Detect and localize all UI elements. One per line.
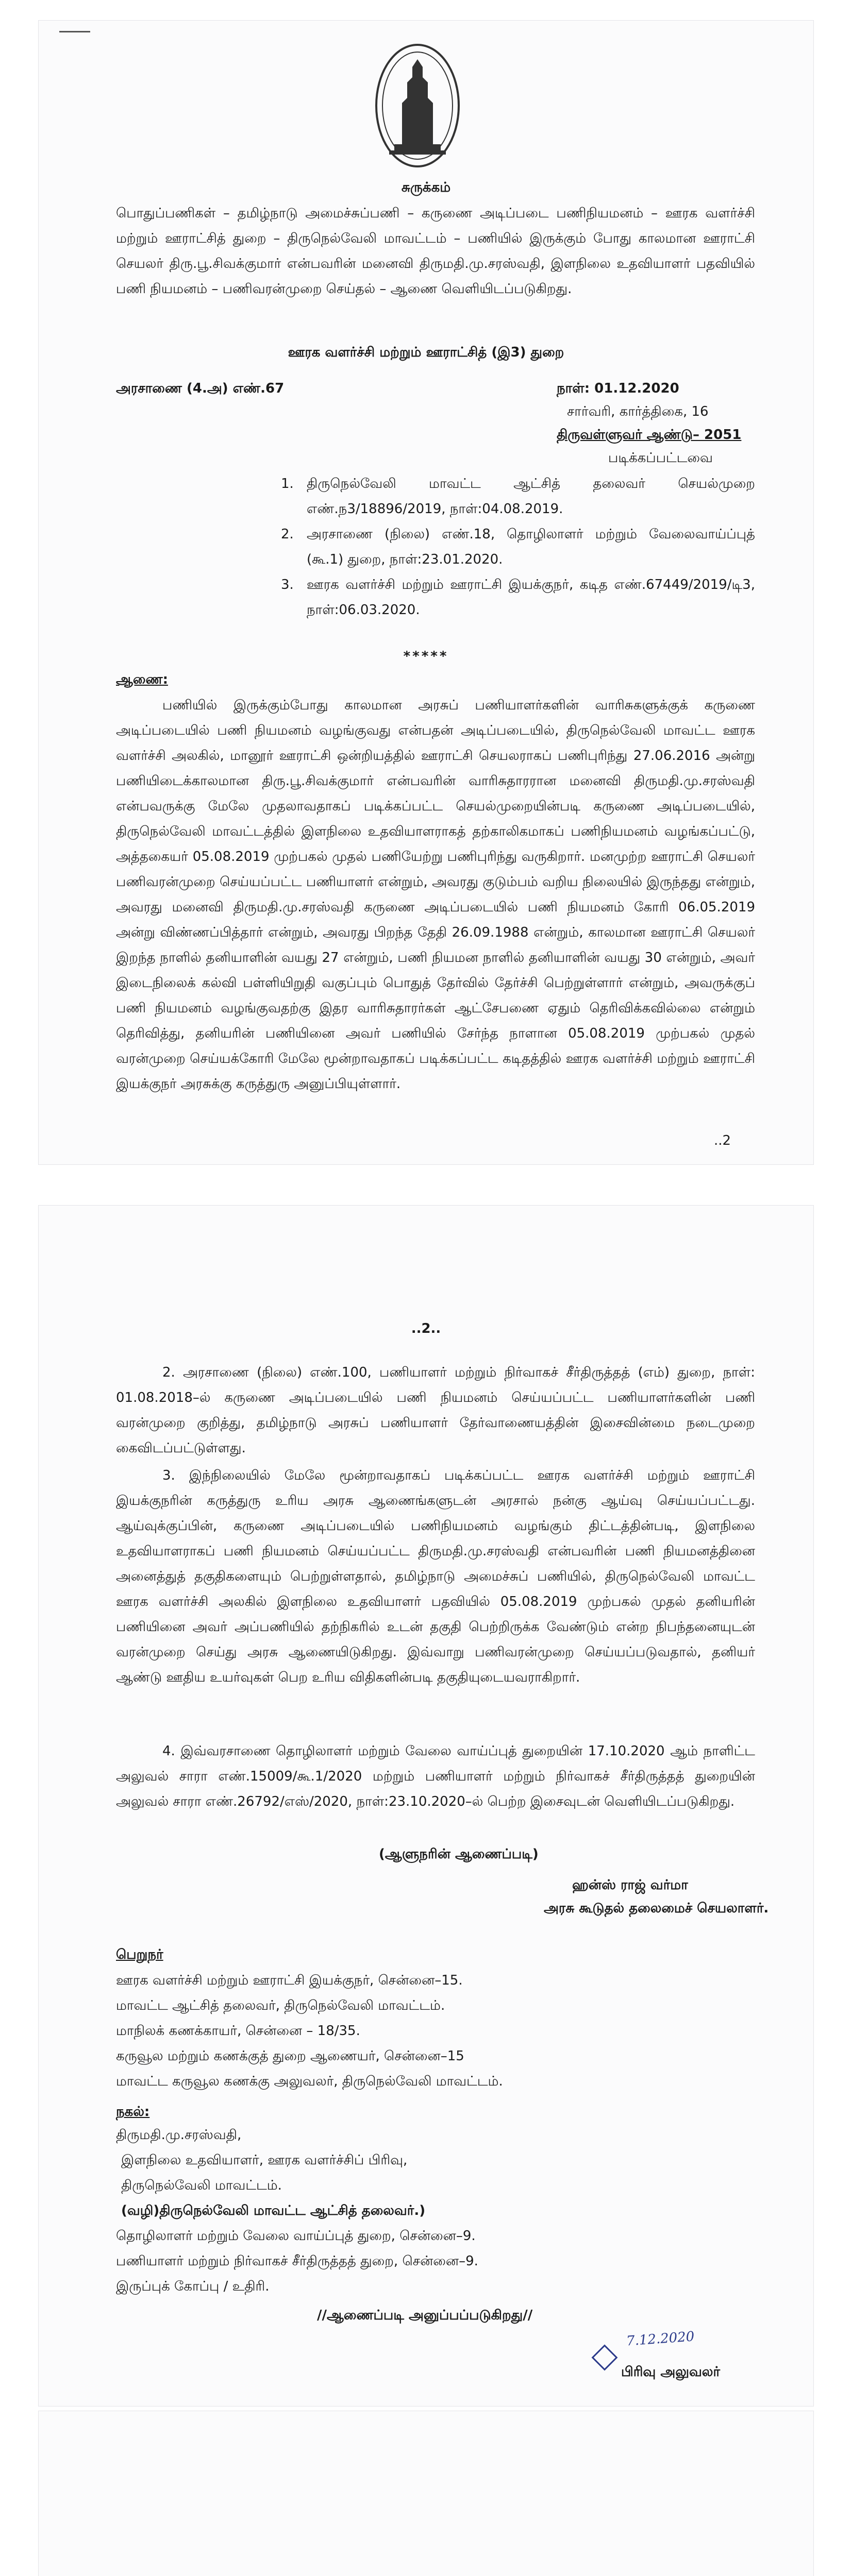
corner-mark [59,31,90,32]
section-officer-title: பிரிவு அலுவலர் [621,2364,721,2380]
by-order-line: (ஆளுநரின் ஆணைப்படி) [379,1846,539,1862]
list-item: மாவட்ட ஆட்சித் தலைவர், திருநெல்வேலி மாவட்டம். [116,1998,445,2013]
page-continued-marker: ..2 [714,1133,731,1148]
page-2 [39,1206,813,2406]
list-item: திருமதி.மு.சரஸ்வதி, [116,2127,242,2143]
list-item: இளநிலை உதவியாளர், ஊரக வளர்ச்சிப் பிரிவு, [121,2153,408,2168]
signature-scribble: 7.12.2020 [626,2329,695,2349]
list-item: தொழிலாளர் மற்றும் வேலை வாய்ப்புத் துறை, சென்னை–9. [116,2228,476,2244]
page-number: ..2.. [411,1321,441,1336]
list-item: கருவூல மற்றும் கணக்குத் துறை ஆணையர், சென்னை–15 [116,2048,464,2064]
paragraph-3: 3. இந்நிலையில் மேலே மூன்றாவதாகப் படிக்கப்பட்ட ஊரக வளர்ச்சி மற்றும் ஊராட்சி இயக்குநரின் கருத்துரு உரிய அரசு ஆணைங்களுடன் அரசால் நன்கு ஆய்வு செய்யப்பட்டது. ஆய்வுக்குப்பின், கருணை அடிப்படையில் பணிநியமனம் வழங்கும் திட்டத்தின்படி, இளநிலை உதவியாளராகப் பணி நியமனம் செய்யப்பட்ட திருமதி.மு.சரஸ்வதி என்பவரின் பணி நியமனத்தினை அனைத்துத் தகுதிகளையும் பெற்றுள்ளதால், தமிழ்நாடு அமைச்சுப் பணியில், திருநெல்வேலி மாவட்ட ஊரக வளர்ச்சி அலகில் இளநிலை உதவியாளர் பதவியில் 05.08.2019 முற்பகல் முதல் தனியரின் பணியினை அவர் அப்பணியில் தற்நிகரில் உடன் தகுதி பெற்றிருக்க வேண்டும் என்ற நிபந்தனையுடன் வரன்முறை செய்து அரசு ஆணையிடுகிறது. இவ்வாறு பணிவரன்முறை செய்யப்படுவதால், தனியர் ஆண்டு ஊதிய உயர்வுகள் பெற உரிய விதிகளின்படி தகுதியுடையவராகிறார். [116,1468,755,1685]
department-line: ஊரக வளர்ச்சி மற்றும் ஊராட்சித் (இ3) துறை [288,345,564,360]
list-item: மாவட்ட கருவூல கணக்கு அலுவலர், திருநெல்வேலி மாவட்டம். [116,2074,503,2089]
separator-stars: ***** [403,649,449,664]
list-item: திருநெல்வேலி மாவட்டம். [121,2178,282,2193]
signer-title: அரசு கூடுதல் தலைமைச் செயலாளர். [544,1901,769,1916]
reference-list [281,471,755,623]
paragraph-2: 2. அரசாணை (நிலை) எண்.100, பணியாளர் மற்றும் நிர்வாகச் சீர்திருத்தத் (எம்) துறை, நாள்: 01.08.2018–ல் கருணை அடிப்படையில் பணி நியமனம் செய்யப்பட்ட பணியாளர்களின் பணி வரன்முறை குறித்து, தமிழ்நாடு அரசுப் பணியாளர் தேர்வாணையத்தின் இசைவின்மை நடைமுறை கைவிடப்பட்டுள்ளது. [116,1365,755,1456]
reference-item: 3. ஊரக வளர்ச்சி மற்றும் ஊராட்சி இயக்குநர், கடித எண்.67449/2019/டி3, நாள்:06.03.2020. [281,577,755,618]
summary-text: பொதுப்பணிகள் – தமிழ்நாடு அமைச்சுப்பணி – கருணை அடிப்படை பணிநியமனம் – ஊரக வளர்ச்சி மற்றும் ஊராட்சித் துறை – திருநெல்வேலி மாவட்டம் – பணியில் இருக்கும் போது காலமான ஊராட்சி செயலர் திரு.பூ.சிவக்குமார் என்பவரின் மனைவி திருமதி.மு.சரஸ்வதி, இளநிலை உதவியாளர் பதவியில் பணி நியமனம் – பணிவரன்முறை செய்தல் – ஆணை வெளியிடப்படுகிறது. [116,206,755,297]
reference-item: 1. திருநெல்வேலி மாவட்ட ஆட்சித் தலைவர் செயல்முறை எண்.ந3/18896/2019, நாள்:04.08.2019. [281,476,755,517]
copy-list [116,2123,755,2299]
list-item: ஊரக வளர்ச்சி மற்றும் ஊராட்சி இயக்குநர், சென்னை–15. [116,1973,463,1988]
list-item: பணியாளர் மற்றும் நிர்வாகச் சீர்திருத்தத் துறை, சென்னை–9. [116,2253,478,2269]
reference-item: 2. அரசாணை (நிலை) எண்.18, தொழிலாளர் மற்றும் வேலைவாய்ப்புத் (கூ.1) துறை, நாள்:23.01.2020. [281,527,755,567]
order-date: நாள்: 01.12.2020 [557,381,679,396]
recipients-label: பெறுநர் [116,1947,163,1962]
order-heading: ஆணை: [116,672,168,687]
signer-name: ஹன்ஸ் ராஜ் வர்மா [572,1877,688,1893]
recipient-list [116,1968,755,2094]
order-body: பணியில் இருக்கும்போது காலமான அரசுப் பணியாளர்களின் வாரிசுகளுக்குக் கருணை அடிப்படையில் பணி நியமனம் வழங்குவது என்பதன் அடிப்படையில், திருநெல்வேலி மாவட்ட ஊரக வளர்ச்சி அலகில், மானூர் ஊராட்சி ஒன்றியத்தில் ஊராட்சி செயலராகப் பணிபுரிந்து 27.06.2016 அன்று பணியிடைக்காலமான திரு.பூ.சிவக்குமார் என்பவரின் வாரிசுதாரரான மனைவி திருமதி.மு.சரஸ்வதி என்பவருக்கு மேலே முதலாவதாகப் படிக்கப்பட்ட செயல்முறையின்படி கருணை அடிப்படையில், திருநெல்வேலி மாவட்டத்தில் இளநிலை உதவியாளராகத் தற்காலிகமாகப் பணிநியமனம் வழங்கப்பட்டு, அத்தகையர் 05.08.2019 முற்பகல் முதல் பணியேற்று பணிபுரிந்து வருகிறார். மனமுற்ற ஊராட்சி செயலர் பணிவரன்முறை செய்யப்பட்ட பணியாளர் என்றும், அவரது குடும்பம் வறிய நிலையில் இருந்தது என்றும், அவரது மனைவி திருமதி.மு.சரஸ்வதி கருணை அடிப்படையில் பணி நியமனம் கோரி 06.05.2019 அன்று விண்ணப்பித்தார் என்றும், அவரது பிறந்த தேதி 26.09.1988 என்றும், காலமான ஊராட்சி செயலர் இறந்த நாளில் தனியாளின் வயது 27 என்றும், பணி நியமன நாளில் தனியாளின் வயது 30 என்றும், அவர் இடைநிலைக் கல்வி பள்ளியிறுதி வகுப்பும் பொதுத் தேர்வில் தேர்ச்சி பெற்றுள்ளார் என்றும், அவருக்குப் பணி நியமனம் வழங்குவதற்கு இதர வாரிசுதாரர்கள் ஆட்சேபணை ஏதும் தெரிவிக்கவில்லை என்றும் தெரிவித்து, தனியரின் பணியினை அவர் பணியில் சேர்ந்த நாளான 05.08.2019 முற்பகல் முதல் வரன்முறை செய்யக்கோரி மேலே மூன்றாவதாகப் படிக்கப்பட்ட கடிதத்தில் ஊரக வளர்ச்சி மற்றும் ஊராட்சி இயக்குநர் அரசுக்கு கருத்துரு அனுப்பியுள்ளார். [116,698,755,1092]
forwarded-line: //ஆணைப்படி அனுப்பப்படுகிறது// [317,2308,533,2323]
list-item: இருப்புக் கோப்பு / உதிரி. [116,2279,270,2294]
government-emblem-icon [374,41,461,170]
page-3 [39,2411,813,2576]
page-1 [39,21,813,1164]
tamil-year: திருவள்ளுவர் ஆண்டு– 2051 [557,427,742,443]
signature-mark-icon [592,2345,618,2371]
order-number: அரசாணை (4.அ) எண்.67 [116,381,285,396]
list-item: மாநிலக் கணக்காயர், சென்னை – 18/35. [116,2023,360,2039]
summary-heading: சுருக்கம் [401,180,451,195]
copy-label: நகல்: [116,2104,150,2120]
read-label: படிக்கப்பட்டவை [608,450,713,466]
tamil-date: சார்வரி, கார்த்திகை, 16 [567,404,709,419]
list-item: (வழி)திருநெல்வேலி மாவட்ட ஆட்சித் தலைவர்.) [121,2203,426,2218]
paragraph-4: 4. இவ்வரசாணை தொழிலாளர் மற்றும் வேலை வாய்ப்புத் துறையின் 17.10.2020 ஆம் நாளிட்ட அலுவல் சாரா எண்.15009/கூ.1/2020 மற்றும் பணியாளர் மற்றும் நிர்வாகச் சீர்திருத்தத் துறையின் அலுவல் சாரா எண்.26792/எஸ்/2020, நாள்:23.10.2020–ல் பெற்ற இசைவுடன் வெளியிடப்படுகிறது. [116,1743,755,1809]
